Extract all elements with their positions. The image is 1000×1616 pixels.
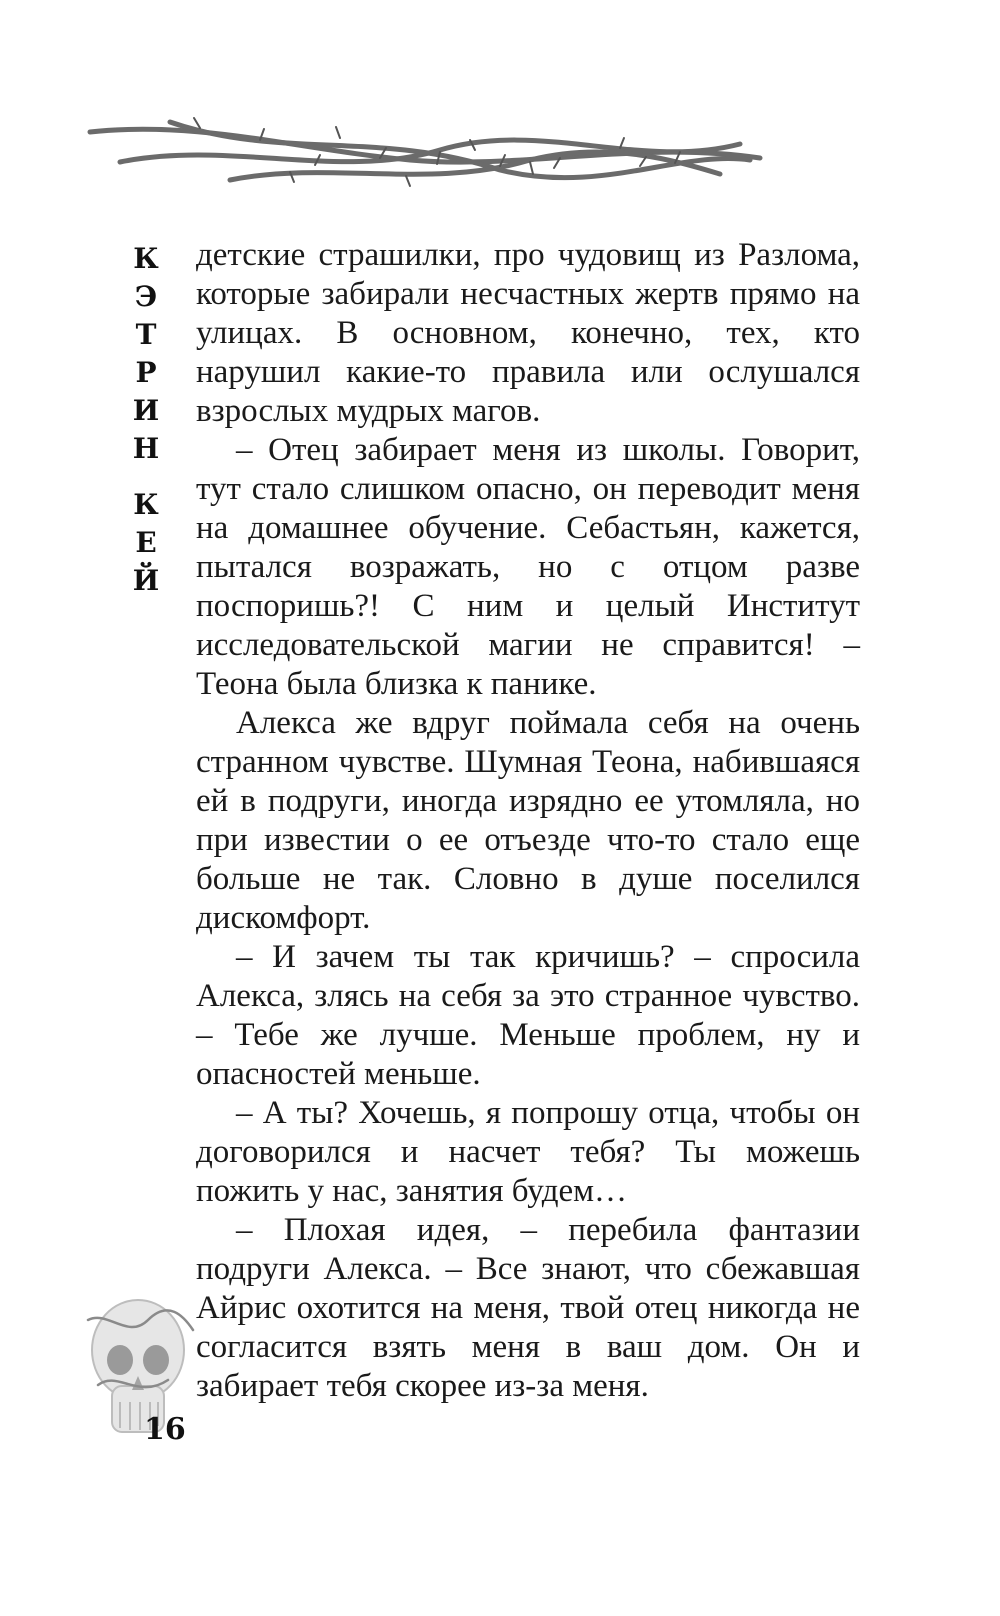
page-number: 16 <box>144 1412 186 1447</box>
author-letter: Р <box>135 356 157 389</box>
author-letter: Э <box>134 280 158 313</box>
paragraph: – И зачем ты так кричишь? – спросила Алекса, злясь на себя за это странное чувство. – Тебе же лучше. Меньше проблем, ну и опасностей меньше. <box>196 939 860 1092</box>
thorn-vine-ornament-icon <box>80 100 770 210</box>
author-letter: Н <box>132 432 160 465</box>
paragraph: Алекса же вдруг поймала себя на очень странном чувстве. Шумная Теона, набившаяся ей в подруги, иногда изрядно ее утомляла, но при известии о ее отъезде что-то стало еще больше не так. Словно в душе поселился дискомфорт. <box>196 705 860 936</box>
paragraph: детские страшилки, про чудовищ из Разлома, которые забирали несчастных жертв прямо на улицах. В основном, конечно, тех, кто нарушил какие-то правила или ослушался взрослых мудрых магов. <box>196 237 860 429</box>
author-letter: Й <box>132 564 160 597</box>
paragraph: – Отец забирает меня из школы. Говорит, тут стало слишком опасно, он переводит меня на домашнее обучение. Себастьян, кажется, пытался возражать, но с отцом разве поспоришь?! С ним и целый Институт исследовательской магии не справится! – Теона была близка к панике. <box>196 432 860 702</box>
paragraph: – Плохая идея, – перебила фантазии подруги Алекса. – Все знают, что сбежавшая Айрис охотится на меня, твой отец никогда не согласится взять меня в ваш дом. Он и забирает тебя скорее из-за меня. <box>196 1212 860 1404</box>
running-head-author <box>116 240 176 600</box>
author-letter: К <box>133 488 159 521</box>
author-letter: И <box>132 394 160 427</box>
author-letter: Е <box>135 526 157 559</box>
body-text <box>196 236 860 1406</box>
author-letter: Т <box>135 318 157 351</box>
paragraph: – А ты? Хочешь, я попрошу отца, чтобы он договорился и насчет тебя? Ты можешь пожить у нас, занятия будем… <box>196 1095 860 1209</box>
author-letter: К <box>133 242 159 275</box>
